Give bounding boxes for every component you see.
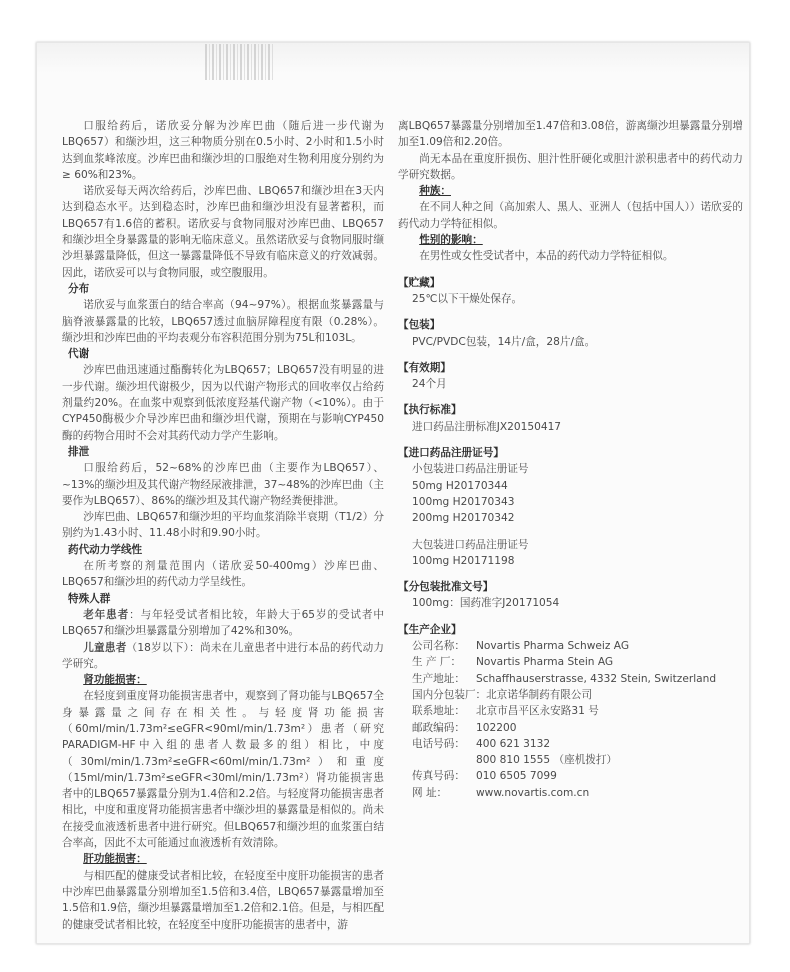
linearity-paragraph: 在所考察的剂量范围内（诺欣妥50-400mg）沙库巴曲、LBQ657和缬沙坦的药代动力学呈线性。 xyxy=(62,560,384,589)
race-heading: 种族： xyxy=(419,185,451,198)
hepatic-paragraph: 与相匹配的健康受试者相比较，在轻度至中度肝功能损害的患者中沙库巴曲暴露量分别增加至1.5倍和3.4倍，LBQ657暴露量增加至1.5倍和1.9倍，缬沙坦暴露量增加至1.2倍和2.1倍。但是，与相匹配的健康受试者相比较，在轻度至中度肝功能损害的患者中，游 xyxy=(62,869,384,931)
company-row xyxy=(398,703,743,719)
metabolism-paragraph: 沙库巴曲迅速通过酯酶转化为LBQ657；LBQ657没有明显的进一步代谢。缬沙坦代谢极少，因为以代谢产物形式的回收率仅占给药剂量约20%。在血浆中观察到低浓度羟基代谢产物（<10%）。由于CYP450酶极少介导沙库巴曲和缬沙坦代谢，预期在与影响CYP450酶的药物合用时不会对其药代动力学产生影响。 xyxy=(62,364,384,442)
linearity-heading: 药代动力学线性 xyxy=(68,543,143,556)
race-paragraph: 在不同人种之间（高加索人、黑人、亚洲人（包括中国人））诺欣妥的药代动力学特征相似。 xyxy=(398,201,743,230)
repackaging-text: 100mg：国药准字J20171054 xyxy=(412,597,560,610)
standard-text: 进口药品注册标准JX20150417 xyxy=(412,420,562,433)
excretion-paragraph: 口服给药后，52~68%的沙库巴曲（主要作为LBQ657）、~13%的缬沙坦及其代谢产物经尿液排泄，37~48%的沙库巴曲（主要作为LBQ657）、86%的缬沙坦及其代谢产物经粪便排泄。 xyxy=(62,462,384,507)
special-populations-heading: 特殊人群 xyxy=(68,592,111,605)
half-life-paragraph: 沙库巴曲、LBQ657和缬沙坦的平均血浆消除半衰期（T1/2）分别约为1.43小时、11.48小时和9.90小时。 xyxy=(62,511,384,540)
company-row xyxy=(398,638,743,654)
validity-text: 24个月 xyxy=(412,378,447,391)
company-row-value: Schaffhauserstrasse, 4332 Stein, Switzerland xyxy=(476,672,717,685)
company-row xyxy=(398,736,743,752)
storage-text: 25℃以下干燥处保存。 xyxy=(412,292,523,305)
company-row-label: 传真号码： xyxy=(412,770,465,783)
metabolism-heading: 代谢 xyxy=(68,348,90,361)
distribution-heading: 分布 xyxy=(68,282,90,295)
children-label: 儿童患者 xyxy=(83,641,127,654)
standard-heading: 【执行标准】 xyxy=(398,404,462,417)
large-package-label: 大包装进口药品注册证号 xyxy=(412,538,529,551)
repackaging-heading: 【分包装批准文号】 xyxy=(398,581,494,594)
package-heading: 【包装】 xyxy=(398,319,441,332)
small-package-label: 小包装进口药品注册证号 xyxy=(412,463,529,476)
manufacturer-list xyxy=(398,638,743,801)
steady-state-paragraph: 诺欣妥每天两次给药后，沙库巴曲、LBQ657和缬沙坦在3天内达到稳态水平。达到稳态时，沙库巴曲和缬沙坦没有显著蓄积，而LBQ657有1.6倍的蓄积。诺欣妥与食物同服对沙库巴曲、LBQ657和缬沙坦全身暴露量的影响无临床意义。虽然诺欣妥与食物同服时缬沙坦暴露量降低，但这一暴露量降低不导致有临床意义的疗效减弱。因此，诺欣妥可以与食物同服，或空腹服用。 xyxy=(62,185,384,279)
elderly-label: 老年患者 xyxy=(83,608,130,621)
registration-100mg: 100mg H20170343 xyxy=(412,495,515,508)
registration-50mg: 50mg H20170344 xyxy=(412,479,508,492)
company-row xyxy=(398,752,743,768)
company-row-label xyxy=(412,752,476,768)
company-row-label: 公司名称： xyxy=(412,640,465,653)
company-row-label: 邮政编码： xyxy=(412,721,465,734)
company-row-value: 800 810 1555 （座机拨打） xyxy=(476,754,618,767)
barcode-image xyxy=(205,44,275,80)
renal-heading-line xyxy=(62,672,384,688)
elderly-text: ：与年轻受试者相比较，年龄大于65岁的受试者中LBQ657和缬沙坦暴露量分别增加了42%和30%。 xyxy=(62,608,385,638)
company-row-value: 010 6505 7099 xyxy=(476,770,557,783)
right-column xyxy=(398,118,743,801)
elderly-paragraph xyxy=(62,607,384,640)
registration-200mg: 200mg H20170342 xyxy=(412,512,515,525)
renal-paragraph: 在轻度到重度肾功能损害患者中，观察到了肾功能与LBQ657全身暴露量之间存在相关性。与轻度肾功能损害（60ml/min/1.73m²≤eGFR<90ml/min/1.73m²）患者（研究PARADIGM-HF中入组的患者人数最多的组）相比，中度（30ml/min/1.73m²≤eGFR<60ml/min/1.73m²）和重度（15ml/min/1.73m²≤eGFR<30ml/min/1.73m²）肾功能损害患者中的LBQ657暴露量分别为1.4倍和2.2倍。与轻度肾功能损害患者相比，中度和重度肾功能损害患者中缬沙坦的暴露量是相似的。尚未在接受血液透析患者中进行研究。但LBQ657和缬沙坦的血浆蛋白结合率高，因此不太可能通过血液透析有效清除。 xyxy=(62,690,384,850)
company-row-label: 网 址： xyxy=(412,786,448,799)
company-row-value: Novartis Pharma Stein AG xyxy=(476,656,614,669)
absorption-paragraph: 口服给药后，诺欣妥分解为沙库巴曲（随后进一步代谢为LBQ657）和缬沙坦，这三种物质分别在0.5小时、2小时和1.5小时达到血浆峰浓度。沙库巴曲和缬沙坦的口服绝对生物利用度分别约为≥ 60%和23%。 xyxy=(62,120,384,181)
company-row xyxy=(398,671,743,687)
children-paragraph xyxy=(62,640,384,673)
storage-heading: 【贮藏】 xyxy=(398,276,441,289)
hepatic-heading: 肝功能损害： xyxy=(83,853,147,866)
renal-heading: 肾功能损害： xyxy=(83,674,147,687)
company-row-label: 电话号码： xyxy=(412,737,465,750)
company-row-value: 102200 xyxy=(476,721,517,734)
company-row-label: 生 产 厂： xyxy=(412,656,462,669)
severe-hepatic-paragraph: 尚无本品在重度肝损伤、胆汁性肝硬化或胆汁淤积患者中的药代动力学研究数据。 xyxy=(398,152,743,181)
company-row-value: 北京市昌平区永安路31 号 xyxy=(476,705,599,718)
company-row-value: 北京诺华制药有限公司 xyxy=(486,688,593,701)
left-column xyxy=(62,118,384,933)
manufacturer-heading: 【生产企业】 xyxy=(398,623,462,636)
company-row-value: 400 621 3132 xyxy=(476,737,551,750)
hepatic-heading-line xyxy=(62,851,384,867)
registration-large-100mg: 100mg H20171198 xyxy=(412,554,515,567)
company-row-label: 联系地址： xyxy=(412,705,465,718)
company-row-label: 生产地址： xyxy=(412,672,465,685)
spacer xyxy=(398,527,743,537)
race-heading-line xyxy=(398,183,743,199)
hepatic-paragraph-cont: 离LBQ657暴露量分别增加至1.47倍和3.08倍，游离缬沙坦暴露量分别增加至1.09倍和2.20倍。 xyxy=(398,120,743,149)
import-registration-heading: 【进口药品注册证号】 xyxy=(398,447,504,460)
gender-heading-line xyxy=(398,232,743,248)
company-row-label: 国内分包装厂： xyxy=(412,688,487,701)
company-row xyxy=(398,654,743,670)
children-text: （18岁以下）：尚未在儿童患者中进行本品的药代动力学研究。 xyxy=(62,641,384,670)
gender-heading: 性别的影响： xyxy=(419,234,483,247)
package-text: PVC/PVDC包装，14片/盒，28片/盒。 xyxy=(412,335,596,348)
website-link[interactable]: www.novartis.com.cn xyxy=(476,786,590,799)
validity-heading: 【有效期】 xyxy=(398,361,451,374)
company-row xyxy=(398,768,743,784)
distribution-paragraph: 诺欣妥与血浆蛋白的结合率高（94~97%）。根据血浆暴露量与脑脊液暴露量的比较，LBQ657透过血脑屏障程度有限（0.28%）。缬沙坦和沙库巴曲的平均表观分布容积范围分别为75L和103L。 xyxy=(62,299,384,344)
company-row xyxy=(398,785,743,801)
company-row xyxy=(398,720,743,736)
gender-paragraph: 在男性或女性受试者中，本品的药代动力学特征相似。 xyxy=(419,250,674,263)
excretion-heading: 排泄 xyxy=(68,445,90,458)
company-row xyxy=(398,687,743,703)
company-row-value: Novartis Pharma Schweiz AG xyxy=(476,640,630,653)
